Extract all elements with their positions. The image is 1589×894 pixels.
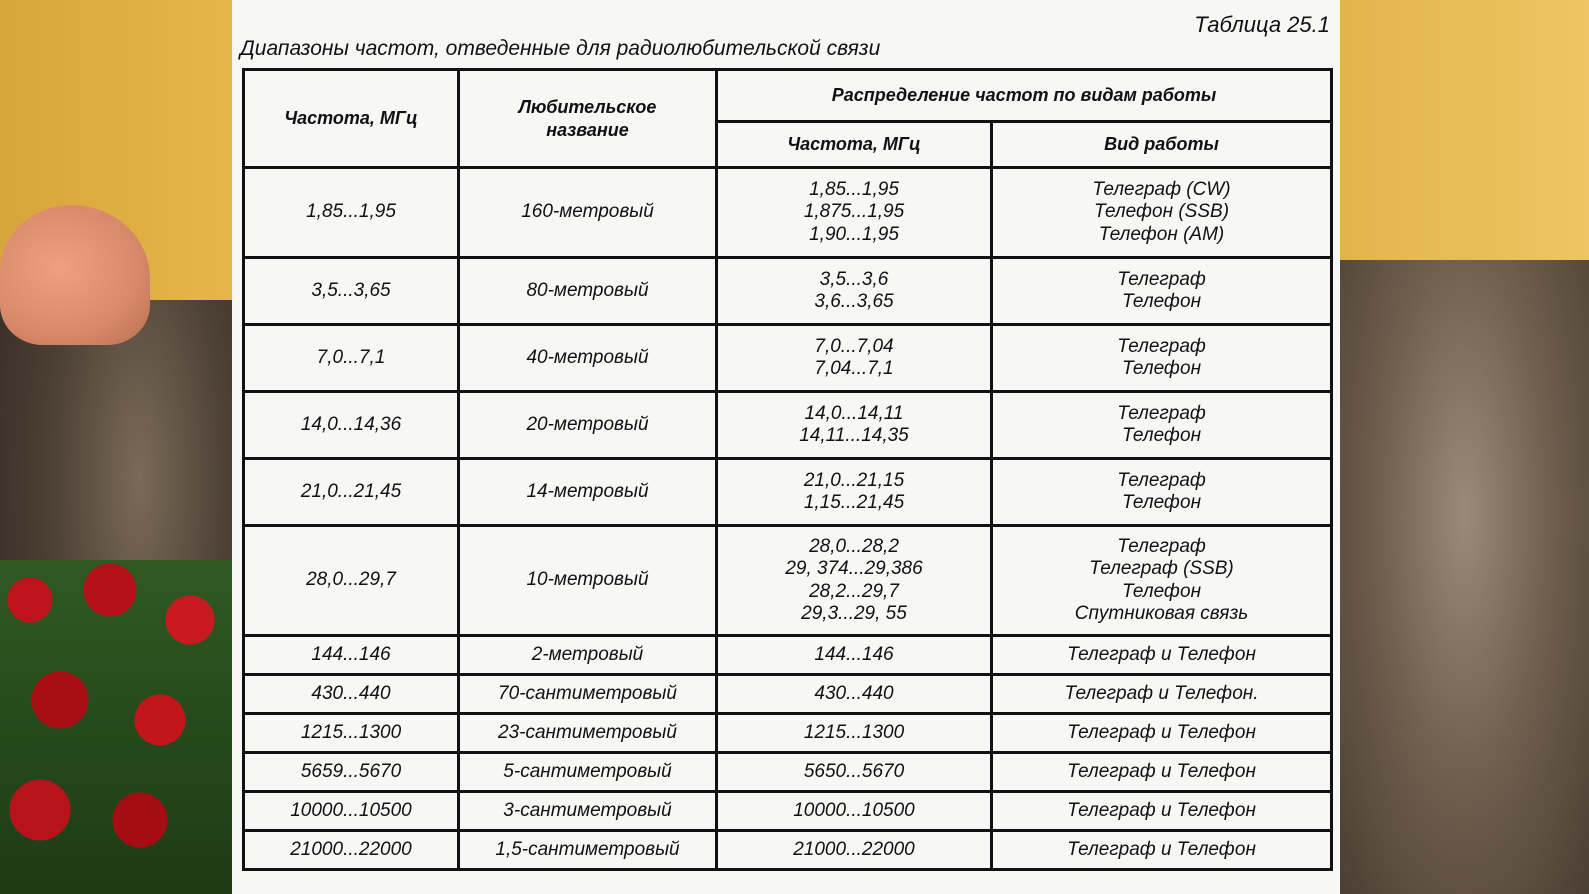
sub-frequency-line: 7,0...7,04 [814,335,894,357]
cell-amateur-name: 5-сантиметровый [459,753,717,792]
cell-modes [992,526,1332,636]
cell-frequency: 21,0...21,45 [244,459,459,526]
sub-frequency-line: 10000...10500 [793,799,915,821]
sub-frequency-line: 1,85...1,95 [809,178,899,200]
table-row [244,459,1332,526]
cell-amateur-name: 1,5-сантиметровый [459,831,717,870]
cell-frequency: 5659...5670 [244,753,459,792]
document-title: Диапазоны частот, отведенные для радиолюбительской связи [240,37,881,60]
table-row [244,258,1332,325]
document-sheet [232,0,1340,894]
cell-sub-frequencies [717,459,992,526]
cell-sub-frequencies [717,675,992,714]
mode-line: Телеграф и Телефон [1067,760,1256,782]
table-row [244,392,1332,459]
cell-frequency: 14,0...14,36 [244,392,459,459]
cell-modes [992,636,1332,675]
mode-line: Телефон [1121,358,1202,379]
table-row [244,325,1332,392]
cell-frequency: 7,0...7,1 [244,325,459,392]
cap [0,205,150,345]
cell-sub-frequencies [717,636,992,675]
mode-line: Телеграф и Телефон [1067,838,1256,860]
cell-frequency: 144...146 [244,636,459,675]
table-number: Таблица 25.1 [1194,12,1330,37]
cell-modes [992,792,1332,831]
cell-modes [992,675,1332,714]
table-row [244,526,1332,636]
sub-frequency-line: 28,0...28,2 [809,535,899,557]
sub-frequency-line: 3,5...3,6 [819,268,889,290]
header-frequency: Частота, МГц [244,70,459,168]
cell-sub-frequencies [717,753,992,792]
cell-frequency: 430...440 [244,675,459,714]
cell-amateur-name: 20-метровый [459,392,717,459]
sub-frequency-line: 1,875...1,95 [803,201,905,223]
header-distribution: Распределение частот по видам работы [717,70,1332,122]
cell-modes [992,459,1332,526]
cell-amateur-name: 70-сантиметровый [459,675,717,714]
mode-line: Телеграф и Телефон [1067,643,1256,665]
cell-amateur-name: 80-метровый [459,258,717,325]
sub-frequency-line: 144...146 [814,643,894,665]
table-row [244,792,1332,831]
mode-line: Телефон [1121,425,1202,446]
cell-frequency: 1,85...1,95 [244,168,459,258]
cell-modes [992,714,1332,753]
sub-frequency-line: 29, 374...29,386 [785,558,923,579]
mode-line: Телеграф и Телефон [1067,799,1256,821]
mode-line: Телеграф [1117,535,1206,557]
mode-line: Спутниковая связь [1074,603,1249,624]
cell-amateur-name: 3-сантиметровый [459,792,717,831]
cell-frequency: 21000...22000 [244,831,459,870]
flowers [0,560,232,894]
cell-amateur-name: 2-метровый [459,636,717,675]
sub-frequency-line: 14,11...14,35 [799,425,909,446]
cell-modes [992,392,1332,459]
mode-line: Телеграф (CW) [1092,178,1231,200]
cell-sub-frequencies [717,792,992,831]
table-row [244,636,1332,675]
mode-line: Телеграф и Телефон. [1064,682,1259,704]
cell-frequency: 28,0...29,7 [244,526,459,636]
sofa [1340,260,1589,894]
sub-frequency-line: 21000...22000 [793,838,915,860]
cell-frequency: 10000...10500 [244,792,459,831]
sub-frequency-line: 14,0...14,11 [804,402,904,424]
table-row [244,753,1332,792]
table-row [244,675,1332,714]
cell-modes [992,753,1332,792]
header-amateur-name [459,70,717,168]
sub-frequency-line: 3,6...3,65 [814,291,894,312]
mode-line: Телеграф [1117,268,1206,290]
sub-frequency-line: 29,3...29, 55 [801,603,907,624]
header-sub-frequency: Частота, МГц [717,122,992,168]
sub-frequency-line: 1215...1300 [803,721,905,743]
mode-line: Телефон (AM) [1098,223,1225,245]
cell-amateur-name: 160-метровый [459,168,717,258]
mode-line: Телеграф [1117,469,1206,491]
cell-sub-frequencies [717,831,992,870]
cell-amateur-name: 40-метровый [459,325,717,392]
background-right [1340,0,1589,894]
header-amateur-name-text: Любительское название [518,97,657,140]
mode-line: Телефон [1121,492,1202,513]
table-header [244,70,1332,168]
table-body [244,168,1332,870]
cell-frequency: 3,5...3,65 [244,258,459,325]
wall [1340,0,1589,300]
cell-amateur-name: 23-сантиметровый [459,714,717,753]
mode-line: Телеграф (SSB) [1089,558,1234,579]
mode-line: Телеграф [1117,402,1206,424]
table-row [244,831,1332,870]
cell-amateur-name: 10-метровый [459,526,717,636]
cell-sub-frequencies [717,168,992,258]
background-left [0,0,232,894]
cell-modes [992,168,1332,258]
sub-frequency-line: 5650...5670 [803,760,905,782]
cell-modes [992,325,1332,392]
cell-sub-frequencies [717,392,992,459]
frequency-table [242,68,1333,871]
cell-frequency: 1215...1300 [244,714,459,753]
cell-sub-frequencies [717,714,992,753]
table-row [244,714,1332,753]
sub-frequency-line: 1,90...1,95 [809,223,899,245]
sub-frequency-line: 430...440 [814,682,894,704]
mode-line: Телеграф и Телефон [1067,721,1256,743]
mode-line: Телефон [1121,580,1202,602]
sub-frequency-line: 1,15...21,45 [803,492,905,513]
cell-sub-frequencies [717,325,992,392]
sub-frequency-line: 7,04...7,1 [814,358,894,379]
header-mode: Вид работы [992,122,1332,168]
cell-sub-frequencies [717,526,992,636]
table-row [244,168,1332,258]
cell-modes [992,831,1332,870]
sub-frequency-line: 28,2...29,7 [809,580,899,602]
cell-sub-frequencies [717,258,992,325]
sub-frequency-line: 21,0...21,15 [803,469,905,491]
cell-modes [992,258,1332,325]
mode-line: Телеграф [1117,335,1206,357]
cell-amateur-name: 14-метровый [459,459,717,526]
mode-line: Телефон (SSB) [1093,201,1230,223]
mode-line: Телефон [1121,291,1202,312]
